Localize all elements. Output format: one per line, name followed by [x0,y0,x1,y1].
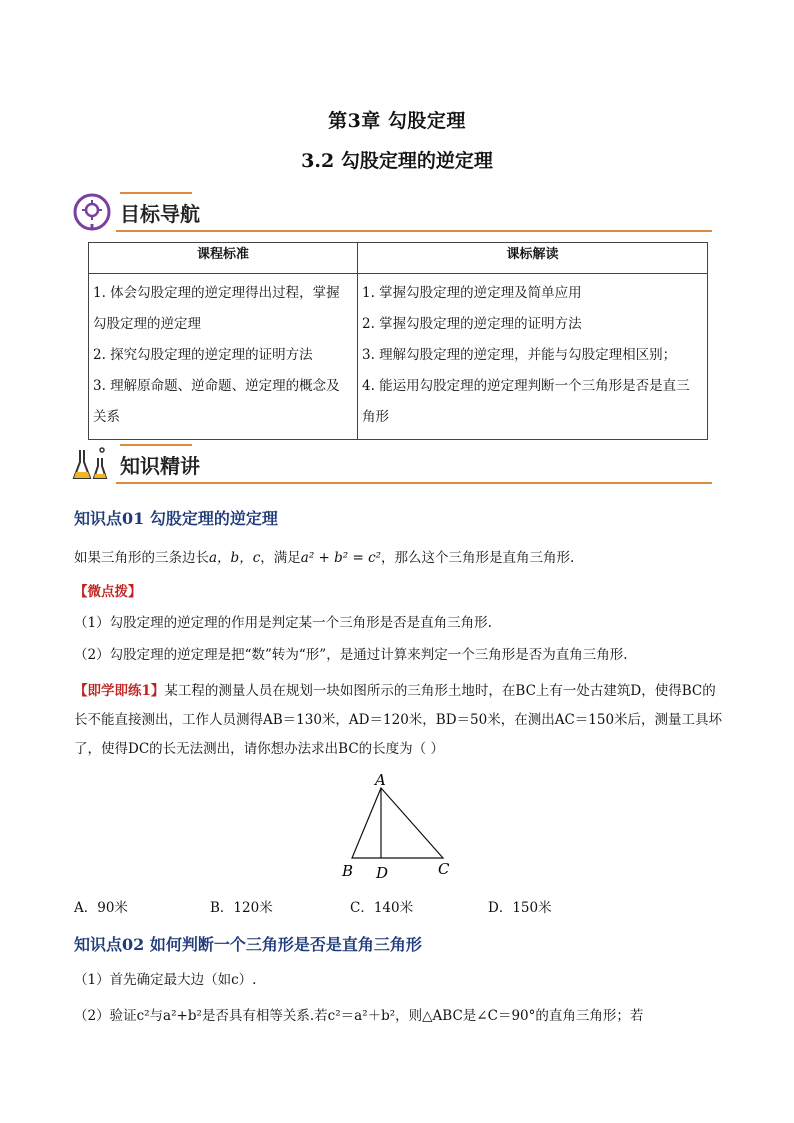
table-header-interpretations: 课标解读 [358,243,708,274]
exercise-1 [74,677,726,764]
standard-item: 3. 理解原命题、逆命题、逆定理的概念及关系 [93,378,340,425]
label-C: C [438,860,450,878]
interpretations-cell [358,274,708,440]
banner-knowledge-title: 知识精讲 [120,454,200,478]
standard-item: 2. 探究勾股定理的逆定理的证明方法 [93,347,313,363]
table-header-standards: 课程标准 [89,243,358,274]
banner-knowledge [72,444,712,484]
banner-goals [72,192,712,232]
tip-2: （2）勾股定理的逆定理是把“数”转为“形”，是通过计算来判定一个三角形是否为直角三角形. [74,647,628,663]
exercise-label: 【即学即练1】 [74,683,165,699]
chapter-title: 第3章 勾股定理 [328,110,466,132]
interpretation-item: 3. 理解勾股定理的逆定理，并能与勾股定理相区别； [362,347,677,363]
triangle-figure [330,768,470,888]
option-c[interactable]: C．140米 [350,900,414,916]
section-title: 3.2 勾股定理的逆定理 [301,150,493,172]
interpretation-item: 1. 掌握勾股定理的逆定理及简单应用 [362,285,582,301]
option-a[interactable]: A．90米 [74,900,128,916]
banner-goals-title: 目标导航 [120,202,200,226]
tip-label: 【微点拨】 [74,584,142,600]
kp1-statement: 如果三角形的三条边长a，b，c，满足a² + b² = c²，那么这个三角形是直角三角形. [74,550,575,566]
formula: a² + b² = c² [300,550,382,566]
kp1-title: 知识点01 勾股定理的逆定理 [74,509,278,528]
kp2-step-2: （2）验证c²与a²+b²是否具有相等关系.若c²＝a²＋b²，则△ABC是∠C＝90°的直角三角形；若 [74,1008,644,1024]
exercise-text: 某工程的测量人员在规划一块如图所示的三角形土地时，在BC上有一处古建筑D，使得BC的长不能直接测出，工作人员测得AB＝130米，AD＝120米，BD＝50米，在测出AC＝150米后，测量工具坏了，使得DC的长无法测出，请你想办法求出BC的长度为（ ） [74,683,723,757]
interpretation-item: 4. 能运用勾股定理的逆定理判断一个三角形是否是直三角形 [362,378,690,425]
label-D: D [376,864,389,882]
tip-1: （1）勾股定理的逆定理的作用是判定某一个三角形是否是直角三角形. [74,615,492,631]
option-d[interactable]: D．150米 [488,900,552,916]
brain-gear-icon [72,192,112,232]
label-A: A [375,771,386,789]
goals-table [88,242,708,440]
label-B: B [342,862,354,880]
answer-options [74,896,724,916]
option-b[interactable]: B．120米 [210,900,273,916]
standards-cell [89,274,358,440]
kp2-step-1: （1）首先确定最大边（如c）. [74,972,257,988]
interpretation-item: 2. 掌握勾股定理的逆定理的证明方法 [362,316,582,332]
kp2-title: 知识点02 如何判断一个三角形是否是直角三角形 [74,935,422,954]
flask-icon [72,444,112,484]
standard-item: 1. 体会勾股定理的逆定理得出过程，掌握勾股定理的逆定理 [93,285,340,332]
